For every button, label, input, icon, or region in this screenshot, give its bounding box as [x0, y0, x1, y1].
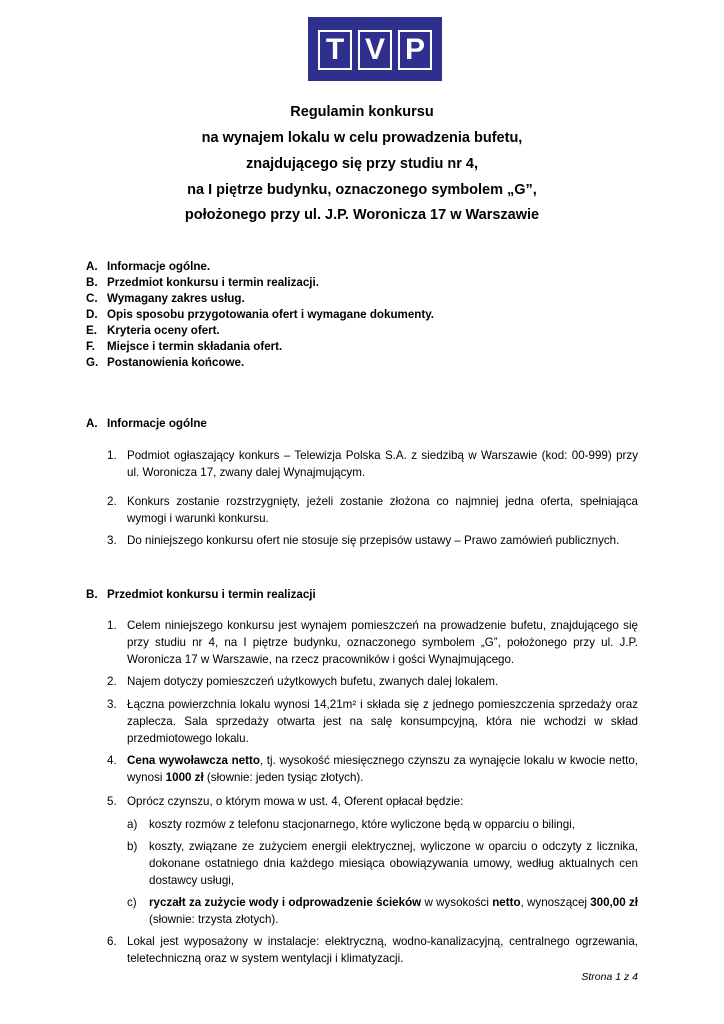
list-number: 2.	[107, 495, 117, 508]
sublist-item-text	[149, 894, 638, 928]
list-item-text: Konkurs zostanie rozstrzygnięty, jeżeli zostanie złożona co najmniej jedna oferta, spełniająca wymogi i warunki konkursu.	[127, 495, 638, 525]
toc-text: Przedmiot konkursu i termin realizacji.	[107, 276, 319, 289]
toc-item	[86, 356, 244, 369]
toc-letter: D.	[86, 308, 98, 321]
sublist-letter: b)	[127, 840, 138, 853]
title-line: na I piętrze budynku, oznaczonego symbolem „G”,	[187, 182, 537, 198]
sublist-item-text: koszty rozmów z telefonu stacjonarnego, które wyliczone będą w opparciu o bilingi,	[149, 818, 575, 831]
list-number: 5.	[107, 795, 117, 808]
list-number: 1.	[107, 619, 117, 632]
text-run: w wysokości	[421, 896, 493, 909]
list-item-text: Podmiot ogłaszający konkurs – Telewizja Polska S.A. z siedzibą w Warszawie (kod: 00-999) przy ul. Woronicza 17, zwany dalej Wynajmującym.	[127, 449, 638, 479]
list-number: 6.	[107, 935, 117, 948]
page-number: Strona 1 z 4	[581, 971, 638, 983]
text-run: , tj. wysokość miesięcznego czynszu za wynajęcie lokalu w kwocie netto, wynosi	[127, 754, 638, 784]
toc-item	[86, 324, 220, 337]
toc-letter: F.	[86, 340, 96, 353]
section-heading-text: Przedmiot konkursu i termin realizacji	[107, 588, 316, 601]
toc-item	[86, 292, 245, 305]
toc-item	[86, 308, 434, 321]
toc-item	[86, 340, 282, 353]
bold-phrase: 300,00 zł	[590, 896, 638, 909]
section-a-heading	[86, 417, 207, 430]
bold-phrase: ryczałt za zużycie wody i odprowadzenie ścieków	[149, 896, 422, 909]
list-number: 3.	[107, 698, 117, 711]
list-number: 1.	[107, 449, 117, 462]
toc-text: Postanowienia końcowe.	[107, 356, 245, 369]
section-b-heading	[86, 588, 316, 601]
toc-item	[86, 276, 319, 289]
list-item-text: Oprócz czynszu, o którym mowa w ust. 4, Oferent opłacał będzie:	[127, 795, 464, 808]
list-number: 4.	[107, 754, 117, 767]
list-item-text: Lokal jest wyposażony w instalacje: elektryczną, wodno-kanalizacyjną, centralnego ogrzewania, teletechniczną oraz w system wentylacji i klimatyzacji.	[127, 935, 638, 965]
toc-text: Opis sposobu przygotowania ofert i wymagane dokumenty.	[107, 308, 435, 321]
toc-letter: A.	[86, 260, 98, 273]
toc-text: Kryteria oceny ofert.	[107, 324, 220, 337]
toc-text: Miejsce i termin składania ofert.	[107, 340, 283, 353]
list-item-text: Do niniejszego konkursu ofert nie stosuje się przepisów ustawy – Prawo zamówień publicznych.	[127, 534, 620, 547]
logo-letter-v: V	[358, 30, 392, 70]
text-run: (słownie: trzysta złotych).	[149, 913, 279, 926]
sublist-letter: c)	[127, 896, 137, 909]
toc-letter: E.	[86, 324, 97, 337]
title-line: znajdującego się przy studiu nr 4,	[245, 156, 479, 172]
text-run: , wynoszącej	[520, 896, 591, 909]
title-line: położonego przy ul. J.P. Woronicza 17 w Warszawie	[184, 207, 540, 223]
bold-phrase: Cena wywoławcza netto	[127, 754, 260, 767]
text-run: (słownie: jeden tysiąc złotych).	[203, 771, 364, 784]
title-line: Regulamin konkursu	[290, 104, 434, 120]
toc-letter: B.	[86, 276, 98, 289]
list-number: 3.	[107, 534, 117, 547]
tvp-logo	[308, 17, 442, 81]
bold-phrase: netto	[492, 896, 521, 909]
toc-letter: G.	[86, 356, 99, 369]
list-item-text: Najem dotyczy pomieszczeń użytkowych bufetu, zwanych dalej lokalem.	[127, 675, 499, 688]
title-line: na wynajem lokalu w celu prowadzenia bufetu,	[201, 130, 523, 146]
bold-phrase: 1000 zł	[165, 771, 204, 784]
toc-text: Wymagany zakres usług.	[107, 292, 245, 305]
sublist-letter: a)	[127, 818, 138, 831]
list-number: 2.	[107, 675, 117, 688]
section-letter: A.	[86, 417, 98, 430]
logo-letter-t: T	[318, 30, 352, 70]
list-item-text: Łączna powierzchnia lokalu wynosi 14,21m² i składa się z jednego pomieszczenia sprzedaży oraz zaplecza. Sala sprzedaży otwarta jest na salę konsumpcyjną, która nie wchodzi w skład przedmiotowego lokalu.	[127, 698, 638, 745]
sublist-item-text: koszty, związane ze zużyciem energii elektrycznej, wyliczone w oparciu o odczyty z licznika, dokonane ostatniego dnia każdego miesiąca obowiązywania umowy, według aktualnych cen dostawcy usługi,	[149, 840, 638, 887]
list-item-text: Celem niniejszego konkursu jest wynajem pomieszczeń na prowadzenie bufetu, znajdującego się przy studiu nr 4, na I piętrze budynku, oznaczonego symbolem „G”, położonego przy ul. J.P. Woronicza 17 w Warszawie, na rzecz pracowników i gości Wynajmującego.	[127, 619, 638, 666]
list-item-text	[127, 752, 638, 786]
toc-item	[86, 260, 210, 273]
section-heading-text: Informacje ogólne	[107, 417, 207, 430]
logo-letter-p: P	[398, 30, 432, 70]
section-letter: B.	[86, 588, 98, 601]
toc-text: Informacje ogólne.	[107, 260, 211, 273]
toc-letter: C.	[86, 292, 98, 305]
